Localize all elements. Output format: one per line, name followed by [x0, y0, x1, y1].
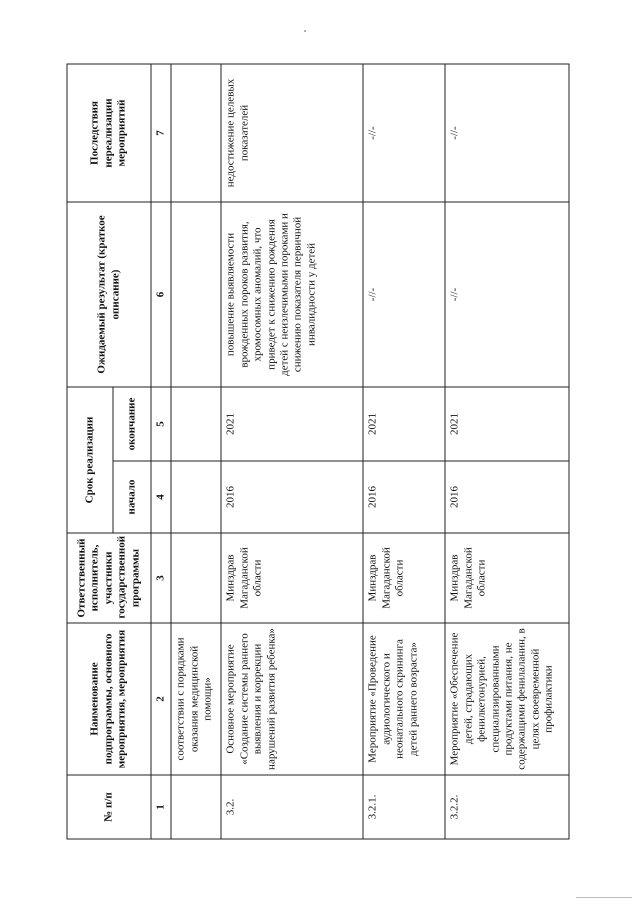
header-row	[67, 64, 113, 839]
row-num: 3.2.2.	[445, 775, 569, 839]
scan-speck	[304, 30, 306, 32]
row-name: соответствии с порядками оказания медицинской помощи»	[171, 623, 221, 775]
row-end: 2021	[363, 387, 445, 461]
row-start: 2016	[445, 461, 569, 533]
row-executor: Минздрав Магаданской области	[363, 533, 445, 623]
header-end: окончание	[113, 387, 151, 461]
row-name: Мероприятие «Проведение аудиологического и неонатального скрининга детей раннего возраста»	[363, 623, 445, 775]
row-result: повышение выявляемости врожденных пороков развития, хромосомных аномалий, что приведет к снижению рождения детей с неизлечимыми пороками и снижению показателя первичной инвалидности у детей	[221, 202, 363, 387]
header-num: № п/п	[67, 775, 151, 839]
row-consequences: -//-	[363, 64, 445, 202]
header-name: Наименование подпрограммы, основного мероприятия, мероприятия	[67, 623, 151, 775]
row-end	[171, 387, 221, 461]
rotated-document-page	[66, 65, 574, 840]
row-num: 3.2.1.	[363, 775, 445, 839]
row-num: 3.2.	[221, 775, 363, 839]
table-row	[445, 64, 569, 839]
table-row	[363, 64, 445, 839]
row-consequences	[171, 64, 221, 202]
row-executor: Минздрав Магаданской области	[445, 533, 569, 623]
header-consequences: Последствия нереализации мероприятий	[67, 64, 151, 202]
row-consequences: недостижение целевых показателей	[221, 64, 363, 202]
column-number: 5	[151, 387, 171, 461]
row-start	[171, 461, 221, 533]
header-start: начало	[113, 461, 151, 533]
header-term: Срок реализации	[67, 387, 113, 533]
row-consequences: -//-	[445, 64, 569, 202]
column-number: 2	[151, 623, 171, 775]
column-number: 6	[151, 202, 171, 387]
row-end: 2021	[221, 387, 363, 461]
row-end: 2021	[445, 387, 569, 461]
row-executor: Минздрав Магаданской области	[221, 533, 363, 623]
row-start: 2016	[221, 461, 363, 533]
header-result: Ожидаемый результат (краткое описание)	[67, 202, 151, 387]
column-number: 3	[151, 533, 171, 623]
row-name: Основное мероприятие «Создание системы раннего выявления и коррекции нарушений развития ребенка»	[221, 623, 363, 775]
row-start: 2016	[363, 461, 445, 533]
row-result: -//-	[363, 202, 445, 387]
program-measures-table	[66, 63, 569, 839]
column-number: 1	[151, 775, 171, 839]
row-name: Мероприятие «Обеспечение детей, страдающих фенилкетонурией, специализированными продуктами питания, не содержащими фенилаланин, в целях своевременной профилактики	[445, 623, 569, 775]
row-executor	[171, 533, 221, 623]
table-row	[171, 64, 221, 839]
row-result: -//-	[445, 202, 569, 387]
column-number: 7	[151, 64, 171, 202]
row-result	[171, 202, 221, 387]
table-row	[221, 64, 363, 839]
header-executor: Ответственный исполнитель, участники государственной программы	[67, 533, 151, 623]
row-num	[171, 775, 221, 839]
column-number: 4	[151, 461, 171, 533]
page-edge-mark	[576, 897, 632, 898]
column-numbers-row	[151, 64, 171, 839]
